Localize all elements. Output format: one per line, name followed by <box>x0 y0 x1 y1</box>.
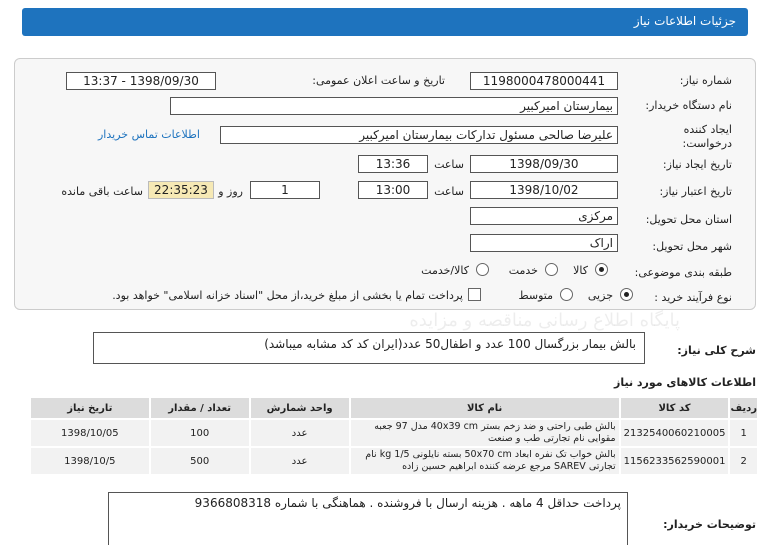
treasury-bonds-note: پرداخت تمام یا بخشی از مبلغ خرید،از محل "اسناد خزانه اسلامی" خواهد بود. <box>112 289 463 302</box>
col-date: تاریخ نیاز <box>30 397 150 419</box>
items-table-header <box>30 397 758 419</box>
remaining-time-label: ساعت باقی مانده <box>61 185 143 198</box>
valid-date-field[interactable]: 1398/10/02 <box>470 181 618 199</box>
announce-date-field[interactable]: 1398/09/30 - 13:37 <box>66 72 216 90</box>
buyer-contact-link[interactable]: اطلاعات تماس خریدار <box>98 128 200 141</box>
city-field[interactable]: اراک <box>470 234 618 252</box>
table-row <box>30 419 758 447</box>
items-section-title: اطلاعات کالاهای مورد نیاز <box>614 376 756 389</box>
announce-date-label: تاریخ و ساعت اعلان عمومی: <box>312 74 445 87</box>
created-time-field[interactable]: 13:36 <box>358 155 428 173</box>
watermark: پایگاه اطلاع رسانی مناقصه و مزایده <box>409 310 680 331</box>
cell-code: 2132540060210005 <box>620 419 730 447</box>
cell-name: بالش خواب تک نفره ابعاد 50x70 cm بسته نایلونی 1/5 kg نام تجارتی SAREV مرجع عرضه کننده ابراهیم حسین زاده <box>350 447 620 475</box>
need-number-label: شماره نیاز: <box>679 74 732 87</box>
cell-unit: عدد <box>250 447 350 475</box>
need-number-field[interactable]: 1198000478000441 <box>470 72 618 90</box>
creator-label: ایجاد کننده درخواست: <box>682 123 732 150</box>
buyer-field[interactable]: بیمارستان امیرکبیر <box>170 97 618 115</box>
category-radio-goods[interactable] <box>595 263 608 276</box>
created-date-field[interactable]: 1398/09/30 <box>470 155 618 173</box>
buyer-notes-label: توضیحات خریدار: <box>663 518 756 531</box>
cell-row: 2 <box>729 447 758 475</box>
created-time-label: ساعت <box>434 158 464 171</box>
valid-date-label: تاریخ اعتبار نیاز: <box>659 185 732 198</box>
buyer-label: نام دستگاه خریدار: <box>645 99 732 112</box>
remaining-time-badge: 22:35:23 <box>148 181 214 199</box>
cell-qty: 500 <box>150 447 250 475</box>
category-option-goods-service: کالا/خدمت <box>421 264 469 277</box>
days-field[interactable]: 1 <box>250 181 320 199</box>
page-title: جزئیات اطلاعات نیاز <box>633 14 736 28</box>
province-label: استان محل تحویل: <box>645 213 732 226</box>
cell-row: 1 <box>729 419 758 447</box>
valid-time-label: ساعت <box>434 185 464 198</box>
days-label: روز و <box>218 185 243 198</box>
cell-date: 1398/10/05 <box>30 419 150 447</box>
col-unit: واحد شمارش <box>250 397 350 419</box>
valid-time-field[interactable]: 13:00 <box>358 181 428 199</box>
title-bar <box>0 0 770 42</box>
col-row: ردیف <box>729 397 758 419</box>
cell-date: 1398/10/5 <box>30 447 150 475</box>
process-label: نوع فرآیند خرید : <box>654 291 732 304</box>
buyer-notes-field[interactable]: پرداخت حداقل 4 ماهه . هزینه ارسال با فروشنده . هماهنگی با شماره 9366808318 <box>108 492 628 545</box>
description-field[interactable]: بالش بیمار بزرگسال 100 عدد و اطفال50 عدد(ایران کد کد مشابه میباشد) <box>93 332 645 364</box>
description-label: شرح کلی نیاز: <box>677 344 756 357</box>
city-label: شهر محل تحویل: <box>652 240 732 253</box>
items-table <box>29 396 759 476</box>
title-bar-background <box>22 8 748 36</box>
process-option-minor: جزیی <box>587 289 613 302</box>
category-option-service: خدمت <box>508 264 538 277</box>
process-radio-minor[interactable] <box>620 288 633 301</box>
province-field[interactable]: مرکزی <box>470 207 618 225</box>
category-option-goods: کالا <box>573 264 588 277</box>
process-radio-medium[interactable] <box>560 288 573 301</box>
category-label: طبقه بندی موضوعی: <box>634 266 732 279</box>
process-option-medium: متوسط <box>518 289 553 302</box>
cell-unit: عدد <box>250 419 350 447</box>
treasury-bonds-checkbox[interactable] <box>468 288 481 301</box>
table-row <box>30 447 758 475</box>
category-radio-goods-service[interactable] <box>476 263 489 276</box>
cell-code: 1156233562590001 <box>620 447 730 475</box>
col-name: نام کالا <box>350 397 620 419</box>
cell-name: بالش طبی راحتی و ضد زخم بستر 40x39 cm مدل 97 جعبه مقوایی نام تجارتی طب و صنعت <box>350 419 620 447</box>
col-code: کد کالا <box>620 397 730 419</box>
created-date-label: تاریخ ایجاد نیاز: <box>662 158 732 171</box>
creator-field[interactable]: علیرضا صالحی مسئول تدارکات بیمارستان امیرکبیر <box>220 126 618 144</box>
category-radio-service[interactable] <box>545 263 558 276</box>
col-qty: تعداد / مقدار <box>150 397 250 419</box>
cell-qty: 100 <box>150 419 250 447</box>
